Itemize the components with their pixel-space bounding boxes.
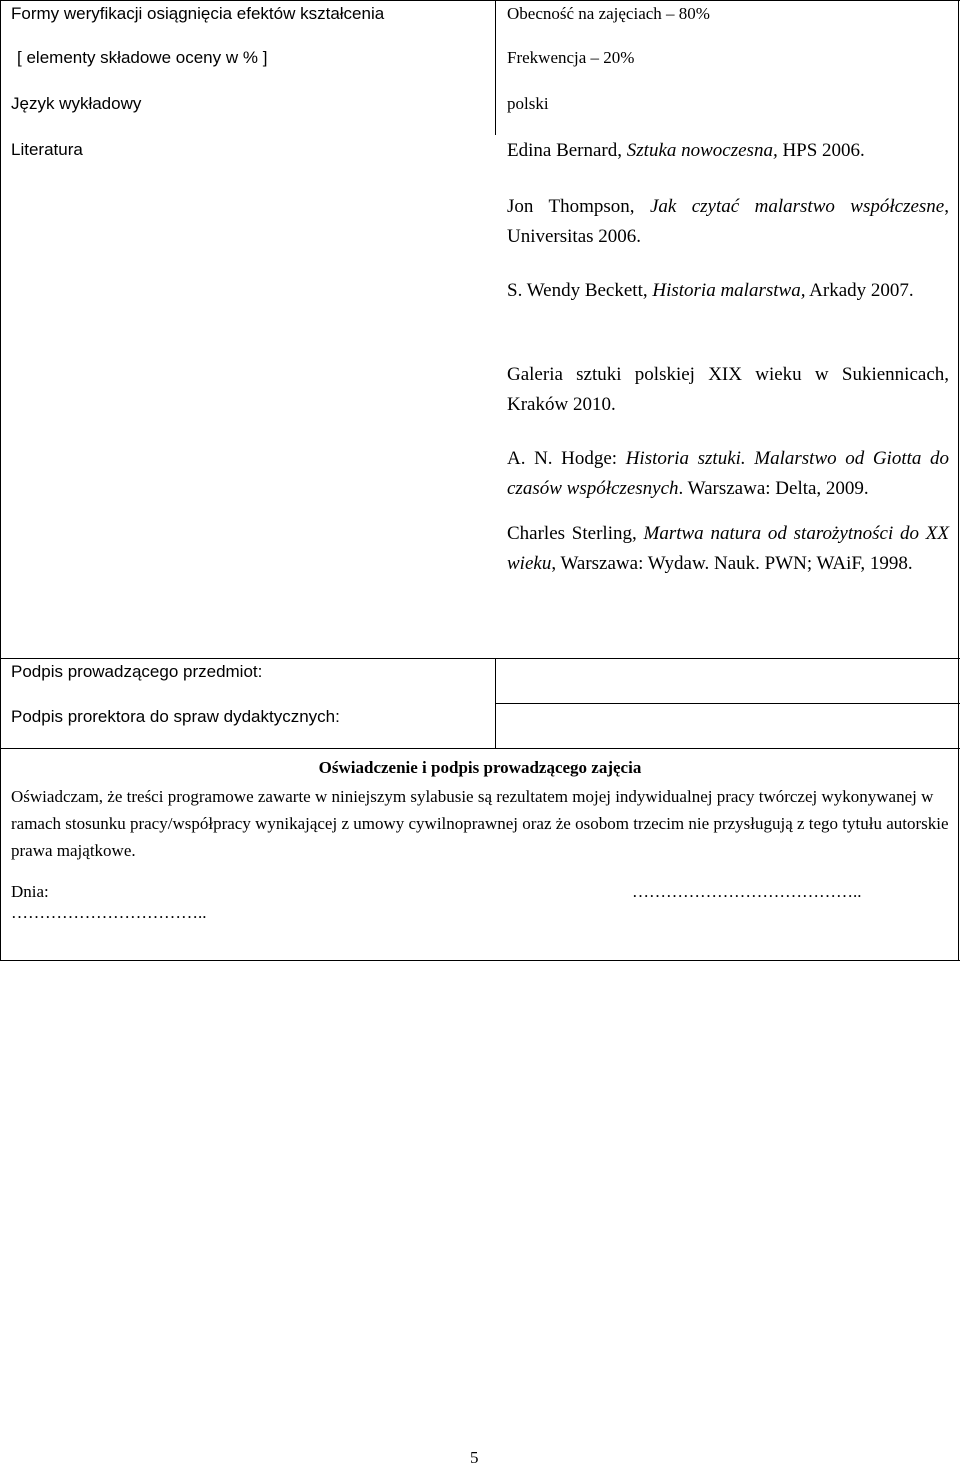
literature-item-post: . Warszawa: Delta, 2009. [678,478,869,499]
components-bracket-open: [ [17,48,22,67]
literature-item-pre: S. Wendy Beckett, [507,280,653,301]
literature-item-post: , Universitas 2006. [507,196,949,247]
table-border-right [958,0,959,961]
literature-item [507,360,949,420]
signature-dots: ………………………………….. [632,882,862,901]
table-border-top [0,0,960,1]
assessment-label: Formy weryfikacji osiągnięcia efektów kształcenia [11,4,385,23]
page-number: 5 [470,1448,479,1467]
declaration-body: Oświadczam, że treści programowe zawarte w niniejszym sylabusie są rezultatem mojej indywidualnej pracy twórczej wykonywanej w ramach stosunku pracy/współpracy wynikającej z umowy cywilnoprawnej oraz że osobom trzecim nie przysługują z tego tytułu autorskie prawa majątkowe. [11,787,949,860]
prorector-signature-label: Podpis prorektora do spraw dydaktycznych: [11,707,340,726]
assessment-value: Obecność na zajęciach – 80% [507,4,710,23]
lecturer-signature-label: Podpis prowadzącego przedmiot: [11,662,263,681]
literature-item-title: Jak czytać malarstwo współczesne [649,196,945,217]
components-bracket-close: ] [262,48,268,67]
literature-label: Literatura [11,140,83,159]
literature-item-title: Historia sztuki. Malarstwo od Giotta do czasów współczesnych [507,448,949,499]
literature-item-pre: Galeria sztuki polskiej XIX wieku w Sukiennicach, Kraków 2010. [507,364,949,415]
literature-item-post: Arkady 2007. [805,280,914,301]
literature-item [507,192,949,252]
literature-item-pre: Edina Bernard, [507,140,627,161]
language-label: Język wykładowy [11,94,142,113]
row-divider-declaration [0,748,960,749]
date-label: Dnia: [11,882,49,901]
literature-item [507,276,949,306]
literature-item-title: Martwa natura od starożytności do XX wieku [507,523,949,574]
components-value: Frekwencja – 20% [507,48,635,67]
components-label-text: elementy składowe oceny w % [26,48,258,67]
literature-item-post: HPS 2006. [777,140,865,161]
date-dots: …………………………….. [11,903,207,922]
literature-item-title: Historia malarstwa, [652,280,806,301]
column-divider [495,0,496,135]
literature-item-pre: Jon Thompson, [507,196,650,217]
lecturer-signature-box [496,659,958,703]
declaration-heading: Oświadczenie i podpis prowadzącego zajęcia [318,758,642,777]
table-border-left [0,0,1,961]
literature-item [507,136,949,166]
literature-item-pre: Charles Sterling, [507,523,644,544]
literature-item-pre: A. N. Hodge: [507,448,626,469]
literature-item-title: Sztuka nowoczesna, [626,140,778,161]
prorector-signature-box [496,704,958,748]
language-value: polski [507,94,549,113]
literature-item [507,519,949,579]
components-label [17,48,267,68]
literature-item [507,444,949,504]
table-border-bottom [0,960,960,961]
literature-item-post: , Warszawa: Wydaw. Nauk. PWN; WAiF, 1998. [551,553,913,574]
